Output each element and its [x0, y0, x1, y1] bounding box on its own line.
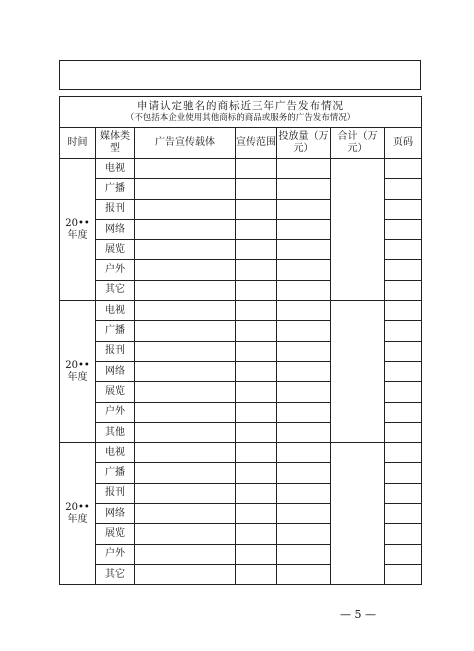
total-cell[interactable]: [331, 301, 385, 443]
page-number: — 5 —: [340, 608, 376, 621]
page-cell[interactable]: [385, 382, 422, 402]
page-cell[interactable]: [385, 422, 422, 442]
header-scope: 宣传范围: [236, 128, 277, 159]
page-cell[interactable]: [385, 361, 422, 381]
table-title-cell: [60, 97, 422, 128]
page-cell[interactable]: [385, 564, 422, 584]
media-type-cell: 广播: [96, 179, 135, 199]
carrier-cell[interactable]: [135, 159, 236, 179]
table-subtitle: （不包括本企业使用其他商标的商品或服务的广告发布情况）: [125, 113, 356, 123]
carrier-cell[interactable]: [135, 443, 236, 463]
carrier-cell[interactable]: [135, 483, 236, 503]
page-cell[interactable]: [385, 219, 422, 239]
carrier-cell[interactable]: [135, 179, 236, 199]
carrier-cell[interactable]: [135, 341, 236, 361]
header-amount: 投放量（万元）: [277, 128, 331, 159]
amount-cell[interactable]: [277, 260, 331, 280]
media-type-cell: 网络: [96, 361, 135, 381]
carrier-cell[interactable]: [135, 219, 236, 239]
scope-cell[interactable]: [236, 159, 277, 179]
carrier-cell[interactable]: [135, 301, 236, 321]
amount-cell[interactable]: [277, 483, 331, 503]
page-cell[interactable]: [385, 443, 422, 463]
year-cell: 20•• 年度: [60, 443, 96, 585]
media-type-cell: 电视: [96, 159, 135, 179]
media-type-cell: 户外: [96, 544, 135, 564]
page-cell[interactable]: [385, 483, 422, 503]
page-cell[interactable]: [385, 179, 422, 199]
amount-cell[interactable]: [277, 443, 331, 463]
page-cell[interactable]: [385, 524, 422, 544]
carrier-cell[interactable]: [135, 382, 236, 402]
carrier-cell[interactable]: [135, 422, 236, 442]
table-title: 申请认定驰名的商标近三年广告发布情况: [137, 100, 345, 112]
scope-cell[interactable]: [236, 504, 277, 524]
media-type-cell: 广播: [96, 321, 135, 341]
amount-cell[interactable]: [277, 219, 331, 239]
media-type-cell: 电视: [96, 301, 135, 321]
scope-cell[interactable]: [236, 301, 277, 321]
table-row: [60, 443, 422, 463]
amount-cell[interactable]: [277, 504, 331, 524]
amount-cell[interactable]: [277, 159, 331, 179]
total-cell[interactable]: [331, 443, 385, 585]
ad-publication-table: [59, 96, 422, 585]
carrier-cell[interactable]: [135, 240, 236, 260]
amount-cell[interactable]: [277, 341, 331, 361]
media-type-cell: 报刊: [96, 341, 135, 361]
page-cell[interactable]: [385, 504, 422, 524]
media-type-cell: 其它: [96, 280, 135, 300]
scope-cell[interactable]: [236, 219, 277, 239]
amount-cell[interactable]: [277, 179, 331, 199]
total-cell[interactable]: [331, 159, 385, 301]
amount-cell[interactable]: [277, 422, 331, 442]
page-cell[interactable]: [385, 260, 422, 280]
page-cell[interactable]: [385, 463, 422, 483]
page-cell[interactable]: [385, 341, 422, 361]
carrier-cell[interactable]: [135, 564, 236, 584]
media-type-cell: 网络: [96, 504, 135, 524]
header-media-type: 媒体类型: [96, 128, 135, 159]
carrier-cell[interactable]: [135, 199, 236, 219]
carrier-cell[interactable]: [135, 544, 236, 564]
scope-cell[interactable]: [236, 341, 277, 361]
amount-cell[interactable]: [277, 382, 331, 402]
scope-cell[interactable]: [236, 483, 277, 503]
scope-cell[interactable]: [236, 402, 277, 422]
year-cell: 20•• 年度: [60, 159, 96, 301]
amount-cell[interactable]: [277, 463, 331, 483]
media-type-cell: 其他: [96, 422, 135, 442]
header-time: 时间: [60, 128, 96, 159]
amount-cell[interactable]: [277, 361, 331, 381]
media-type-cell: 报刊: [96, 199, 135, 219]
page-cell[interactable]: [385, 240, 422, 260]
carrier-cell[interactable]: [135, 504, 236, 524]
amount-cell[interactable]: [277, 524, 331, 544]
page-cell[interactable]: [385, 544, 422, 564]
header-page: 页码: [385, 128, 422, 159]
carrier-cell[interactable]: [135, 321, 236, 341]
carrier-cell[interactable]: [135, 260, 236, 280]
scope-cell[interactable]: [236, 382, 277, 402]
carrier-cell[interactable]: [135, 463, 236, 483]
scope-cell[interactable]: [236, 463, 277, 483]
amount-cell[interactable]: [277, 402, 331, 422]
media-type-cell: 其它: [96, 564, 135, 584]
scope-cell[interactable]: [236, 199, 277, 219]
carrier-cell[interactable]: [135, 280, 236, 300]
page-cell[interactable]: [385, 321, 422, 341]
scope-cell[interactable]: [236, 280, 277, 300]
page-cell[interactable]: [385, 402, 422, 422]
media-type-cell: 报刊: [96, 483, 135, 503]
scope-cell[interactable]: [236, 179, 277, 199]
media-type-cell: 展览: [96, 382, 135, 402]
table-row: [60, 301, 422, 321]
amount-cell[interactable]: [277, 199, 331, 219]
media-type-cell: 户外: [96, 260, 135, 280]
media-type-cell: 户外: [96, 402, 135, 422]
amount-cell[interactable]: [277, 240, 331, 260]
carrier-cell[interactable]: [135, 402, 236, 422]
top-empty-box: [59, 60, 421, 90]
page-cell[interactable]: [385, 280, 422, 300]
header-carrier: 广告宣传载体: [135, 128, 236, 159]
media-type-cell: 广播: [96, 463, 135, 483]
header-total: 合计（万元）: [331, 128, 385, 159]
amount-cell[interactable]: [277, 301, 331, 321]
table-title-row: [60, 97, 422, 128]
media-type-cell: 网络: [96, 219, 135, 239]
header-row: [60, 128, 422, 159]
media-type-cell: 电视: [96, 443, 135, 463]
table-row: [60, 159, 422, 179]
media-type-cell: 展览: [96, 524, 135, 544]
page-cell[interactable]: [385, 301, 422, 321]
scope-cell[interactable]: [236, 564, 277, 584]
scope-cell[interactable]: [236, 321, 277, 341]
media-type-cell: 展览: [96, 240, 135, 260]
scope-cell[interactable]: [236, 544, 277, 564]
year-cell: 20•• 年度: [60, 301, 96, 443]
scope-cell[interactable]: [236, 240, 277, 260]
page-cell[interactable]: [385, 199, 422, 219]
amount-cell[interactable]: [277, 280, 331, 300]
scope-cell[interactable]: [236, 524, 277, 544]
scope-cell[interactable]: [236, 361, 277, 381]
amount-cell[interactable]: [277, 544, 331, 564]
amount-cell[interactable]: [277, 564, 331, 584]
scope-cell[interactable]: [236, 422, 277, 442]
amount-cell[interactable]: [277, 321, 331, 341]
scope-cell[interactable]: [236, 260, 277, 280]
carrier-cell[interactable]: [135, 524, 236, 544]
page-cell[interactable]: [385, 159, 422, 179]
carrier-cell[interactable]: [135, 361, 236, 381]
scope-cell[interactable]: [236, 443, 277, 463]
